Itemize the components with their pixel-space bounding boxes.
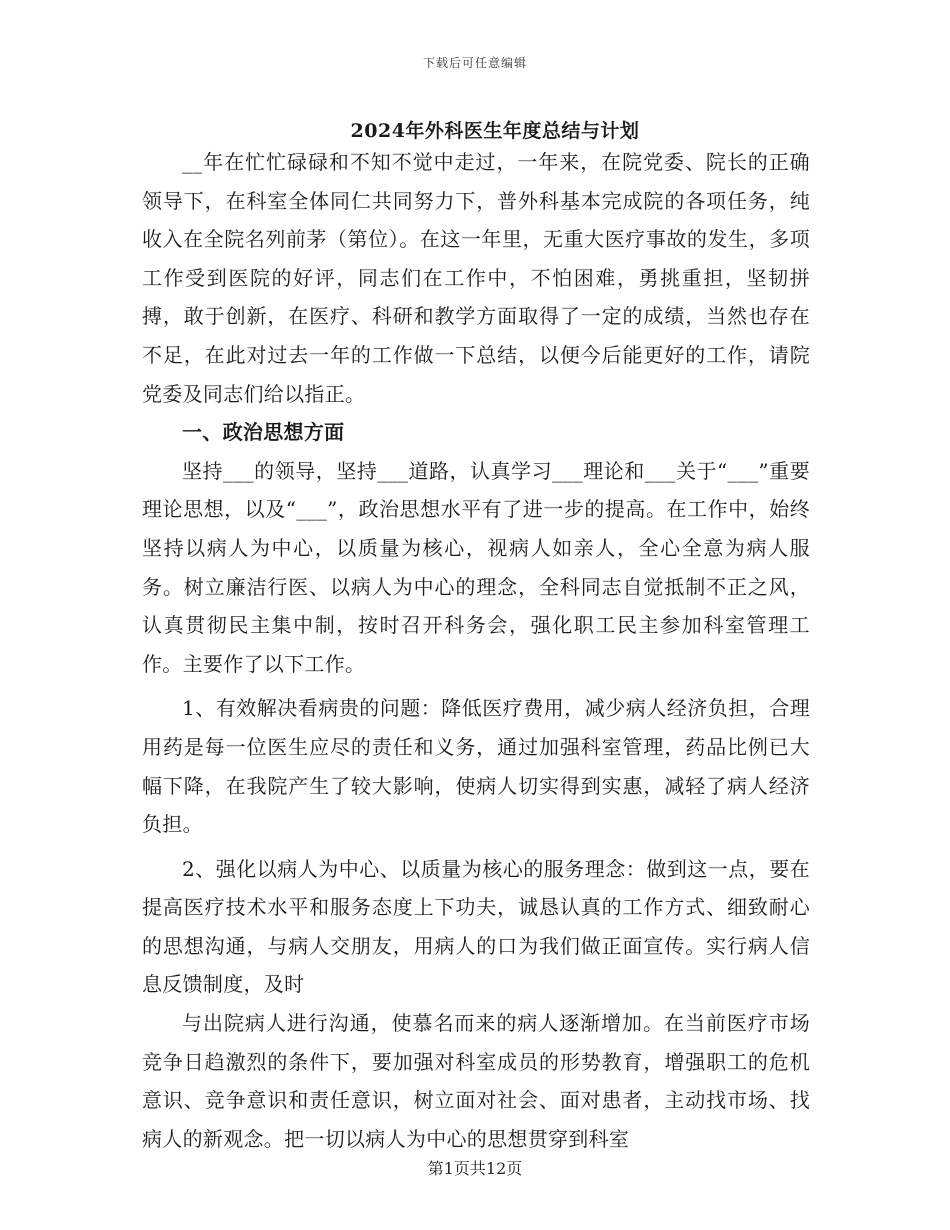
header-note: 下载后可任意编辑 — [422, 56, 527, 70]
document-body — [142, 143, 810, 1158]
list-item-1: 1、有效解决看病贵的问题：降低医疗费用，减少病人经济负担，合理用药是每一位医生应尽的责任和义务，通过加强科室管理，药品比例已大幅下降，在我院产生了较大影响，使病人切实得到实惠，减轻了病人经济负担。 — [142, 696, 810, 837]
list-item-2-continued: 与出院病人进行沟通，使慕名而来的病人逐渐增加。在当前医疗市场竞争日趋激烈的条件下，要加强对科室成员的形势教育，增强职工的危机意识、竞争意识和责任意识，树立面对社会、面对患者，主动找市场、找病人的新观念。把一切以病人为中心的思想贯穿到科室 — [142, 1011, 810, 1151]
section-heading-politics: 一、政治思想方面 — [182, 420, 345, 445]
page-footer: 第1页共12页 — [427, 1159, 523, 1178]
list-item-2: 2、强化以病人为中心、以质量为核心的服务理念：做到这一点，要在提高医疗技术水平和服务态度上下功夫，诚恳认真的工作方式、细致耐心的思想沟通，与病人交朋友，用病人的口为我们做正面宣传。实行病人信息反馈制度，及时 — [142, 856, 810, 997]
intro-paragraph: __年在忙忙碌碌和不知不觉中走过，一年来，在院党委、院长的正确领导下，在科室全体同仁共同努力下，普外科基本完成院的各项任务，纯收入在全院名列前茅（第位）。在这一年里，无重大医疗事故的发生，多项工作受到医院的好评，同志们在工作中，不怕困难，勇挑重担，坚韧拼搏，敢于创新，在医疗、科研和教学方面取得了一定的成绩，当然也存在不足，在此对过去一年的工作做一下总结，以便今后能更好的工作，请院党委及同志们给以指正。 — [142, 150, 810, 406]
document-title: 2024年外科医生年度总结与计划 — [350, 120, 640, 142]
section-politics-paragraph: 坚持___的领导，坚持___道路，认真学习___理论和___关于“___”重要理论思想，以及“___”，政治思想水平有了进一步的提高。在工作中，始终坚持以病人为中心，以质量为核心，视病人如亲人，全心全意为病人服务。树立廉洁行医、以病人为中心的理念，全科同志自觉抵制不正之风，认真贯彻民主集中制，按时召开科务会，强化职工民主参加科室管理工作。主要作了以下工作。 — [142, 458, 810, 676]
